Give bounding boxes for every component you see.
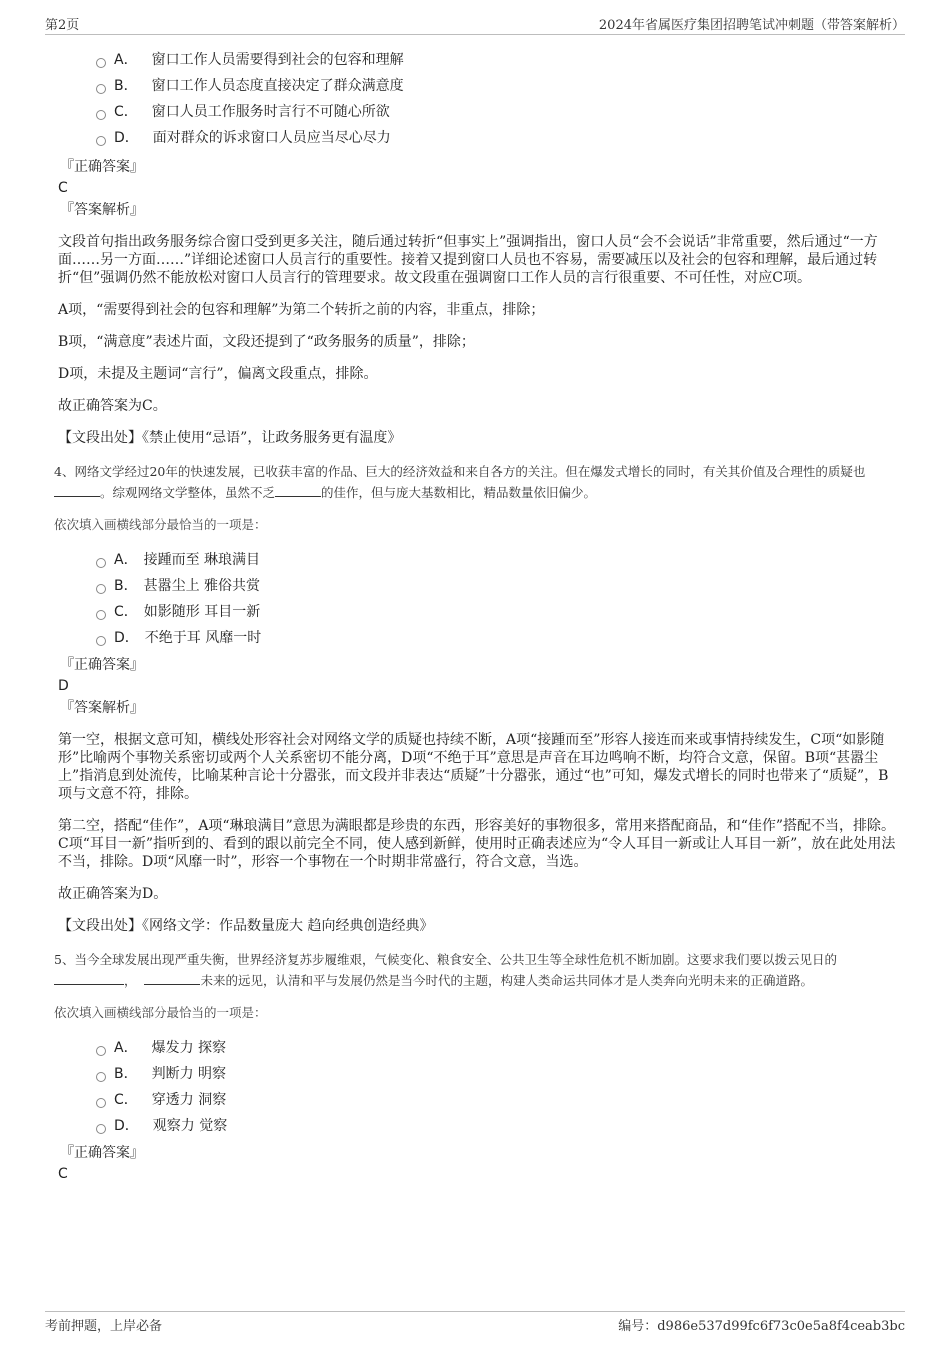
q4-prompt: 依次填入画横线部分最恰当的一项是： [54, 517, 267, 532]
radio-icon[interactable] [96, 110, 106, 120]
q4-stem: 4、网络文学经过20年的快速发展，已收获丰富的作品、巨大的经济效益和来自各方的关注。但在爆发式增长的同时，有关其价值及合理性的质疑也。综观网络文学整体，虽然不乏 的佳作，但与庞大基数相比，精品数量依旧偏少。 [54, 464, 866, 500]
q4-analysis-label: 『答案解析』 [60, 700, 144, 716]
q3-option-b[interactable]: B． 窗口工作人员态度直接决定了群众满意度 [96, 73, 896, 99]
q4-option-d[interactable]: D． 不绝于耳 风靡一时 [96, 625, 896, 651]
document-code: 编号：d986e537d99fc6f73c0e5a8f4ceab3bc [618, 1319, 905, 1334]
q4-analysis-p2: 第二空，搭配“佳作”，A项“琳琅满目”意思为满眼都是珍贵的东西，形容美好的事物很多，常用来搭配商品，和“佳作”搭配不当，排除。C项“耳目一新”指听到的、看到的跟以前完全不同，使人感到新鲜，使用时正确表述应为“令人耳目一新或让人耳目一新”，放在此处用法不当，排除。D项“风靡一时”，形容一个事物在一个时期非常盛行，符合文意，当选。 [58, 818, 896, 870]
q4-options [96, 547, 896, 651]
blank-line [54, 484, 100, 497]
blank-line [54, 972, 124, 985]
q5-option-b[interactable]: B． 判断力 明察 [96, 1061, 896, 1087]
radio-icon[interactable] [96, 584, 106, 594]
radio-icon[interactable] [96, 1046, 106, 1056]
q3-option-a[interactable]: A． 窗口工作人员需要得到社会的包容和理解 [96, 47, 896, 73]
page-footer [45, 1311, 905, 1335]
q5-answer-label: 『正确答案』 [60, 1145, 144, 1161]
radio-icon[interactable] [96, 1124, 106, 1134]
q3-option-d[interactable]: D． 面对群众的诉求窗口人员应当尽心尽力 [96, 125, 896, 151]
q3-analysis-p4: D项，未提及主题词“言行”，偏离文段重点，排除。 [58, 366, 378, 382]
blank-line [275, 484, 321, 497]
q4-option-c[interactable]: C． 如影随形 耳目一新 [96, 599, 896, 625]
q3-source: 【文段出处】《禁止使用“忌语”，让政务服务更有温度》 [58, 430, 402, 446]
footer-slogan: 考前押题，上岸必备 [45, 1319, 163, 1334]
radio-icon[interactable] [96, 58, 106, 68]
radio-icon[interactable] [96, 636, 106, 646]
radio-icon[interactable] [96, 1072, 106, 1082]
q3-analysis-p1: 文段首句指出政务服务综合窗口受到更多关注，随后通过转折“但事实上”强调指出，窗口人员“会不会说话”非常重要，然后通过“一方面……另一方面……”详细论述窗口人员言行的重要性。接着又提到窗口人员也不容易，需要减压以及社会的包容和理解，最后通过转折“但”强调仍然不能放松对窗口人员言行的管理要求。故文段重在强调窗口工作人员的言行很重要、不可任性，对应C项。 [58, 234, 878, 286]
q4-analysis-p3: 故正确答案为D。 [58, 886, 168, 902]
q3-analysis-p5: 故正确答案为C。 [58, 398, 167, 414]
q5-stem: 5、当今全球发展出现严重失衡，世界经济复苏步履维艰，气候变化、粮食安全、公共卫生等全球性危机不断加剧。这要求我们要以拨云见日的， 未来的远见，认清和平与发展仍然是当今时代的主题，构建人类命运共同体才是人类奔向光明未来的正确道路。 [54, 952, 837, 988]
q3-option-c[interactable]: C． 窗口人员工作服务时言行不可随心所欲 [96, 99, 896, 125]
q3-answer-label: 『正确答案』 [60, 159, 144, 175]
radio-icon[interactable] [96, 1098, 106, 1108]
page-number: 第2页 [45, 18, 80, 33]
document-title: 2024年省属医疗集团招聘笔试冲刺题（带答案解析） [598, 18, 905, 33]
q5-option-a[interactable]: A． 爆发力 探察 [96, 1035, 896, 1061]
radio-icon[interactable] [96, 136, 106, 146]
q3-options [96, 47, 896, 151]
q5-answer: C [58, 1166, 68, 1182]
q4-answer: D [58, 678, 69, 694]
q3-answer: C [58, 180, 68, 196]
page-content [54, 47, 896, 1186]
q4-option-a[interactable]: A． 接踵而至 琳琅满目 [96, 547, 896, 573]
page-header [45, 14, 905, 35]
q4-option-b[interactable]: B． 甚嚣尘上 雅俗共赏 [96, 573, 896, 599]
q5-option-d[interactable]: D． 观察力 觉察 [96, 1113, 896, 1139]
q5-option-c[interactable]: C． 穿透力 洞察 [96, 1087, 896, 1113]
radio-icon[interactable] [96, 558, 106, 568]
q4-analysis-p1: 第一空，根据文意可知，横线处形容社会对网络文学的质疑也持续不断，A项“接踵而至”形容人接连而来或事情持续发生，C项“如影随形”比喻两个事物关系密切或两个人关系密切不能分离，D项“不绝于耳”意思是声音在耳边鸣响不断，均符合文意，保留。B项“甚嚣尘上”指消息到处流传，比喻某种言论十分嚣张，而文段并非表达“质疑”十分嚣张，通过“也”可知，爆发式增长的同时也带来了“质疑”，B项与文意不符，排除。 [58, 732, 889, 802]
q3-analysis-p2: A项，“需要得到社会的包容和理解”为第二个转折之前的内容，非重点，排除； [58, 302, 545, 318]
radio-icon[interactable] [96, 84, 106, 94]
radio-icon[interactable] [96, 610, 106, 620]
q5-prompt: 依次填入画横线部分最恰当的一项是： [54, 1005, 267, 1020]
q4-source: 【文段出处】《网络文学：作品数量庞大 趋向经典创造经典》 [58, 918, 434, 934]
q3-analysis-label: 『答案解析』 [60, 202, 144, 218]
q5-options [96, 1035, 896, 1139]
q3-analysis-p3: B项，“满意度”表述片面，文段还提到了“政务服务的质量”，排除； [58, 334, 475, 350]
blank-line [144, 972, 200, 985]
q4-answer-label: 『正确答案』 [60, 657, 144, 673]
